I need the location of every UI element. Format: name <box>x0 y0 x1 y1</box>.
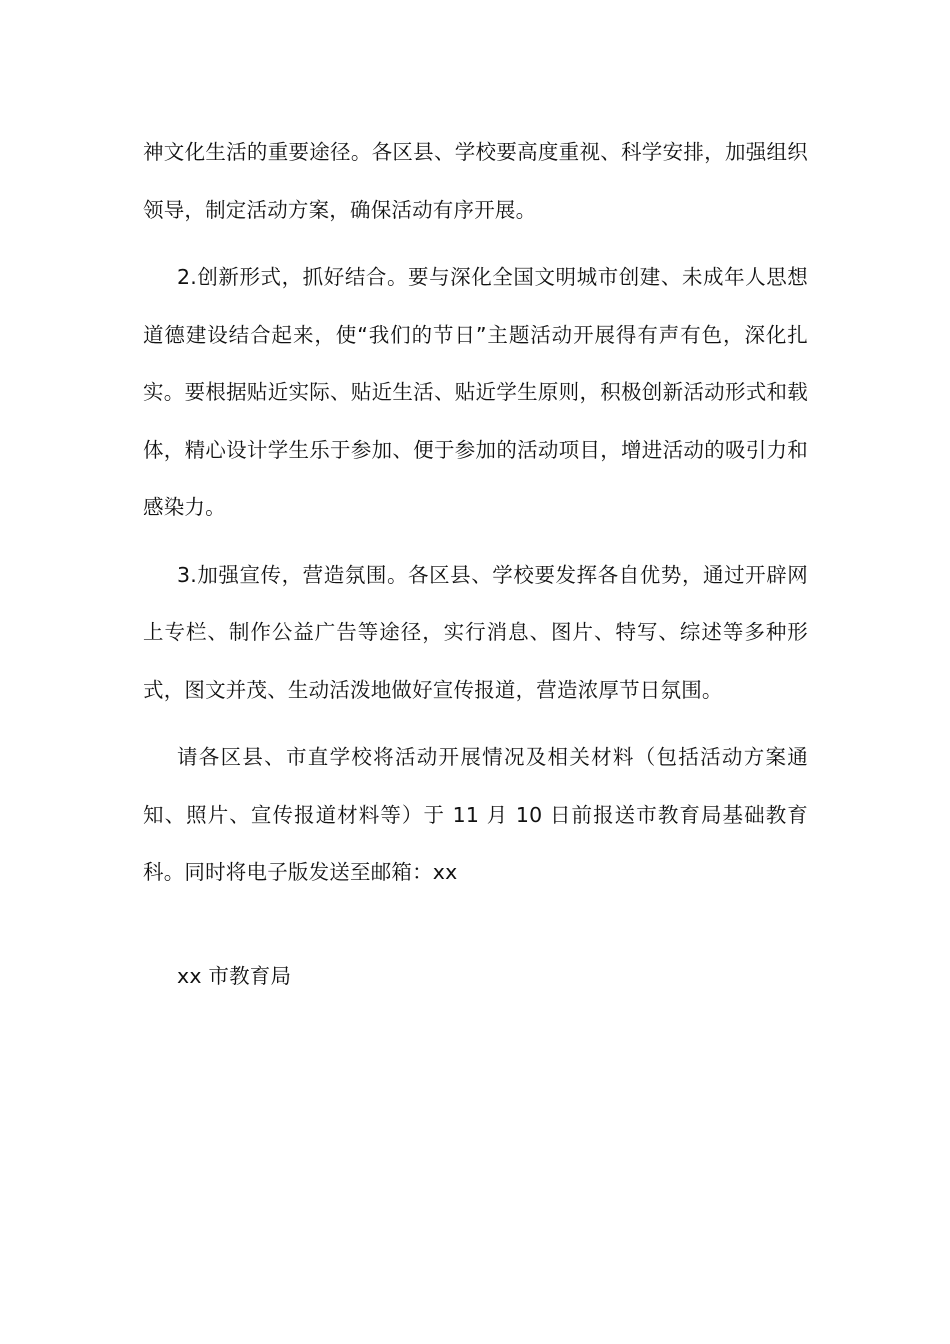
paragraph-continuation: 神文化生活的重要途径。各区县、学校要高度重视、科学安排，加强组织领导，制定活动方案，确保活动有序开展。 <box>143 140 808 222</box>
signature-issuer: xx 市教育局 <box>177 963 292 988</box>
document-body <box>143 124 808 1005</box>
paragraph-innovate-form: 2.创新形式，抓好结合。要与深化全国文明城市创建、未成年人思想道德建设结合起来，使“我们的节日”主题活动开展得有声有色，深化扎实。要根据贴近实际、贴近生活、贴近学生原则，积极创新活动形式和载体，精心设计学生乐于参加、便于参加的活动项目，增进活动的吸引力和感染力。 <box>143 265 808 519</box>
paragraph-publicity: 3.加强宣传，营造氛围。各区县、学校要发挥各自优势，通过开辟网上专栏、制作公益广告等途径，实行消息、图片、特写、综述等多种形式，图文并茂、生动活泼地做好宣传报道，营造浓厚节日氛围。 <box>143 562 808 702</box>
paragraph-submission-request: 请各区县、市直学校将活动开展情况及相关材料（包括活动方案通知、照片、宣传报道材料等）于 11 月 10 日前报送市教育局基础教育科。同时将电子版发送至邮箱：xx <box>143 745 808 884</box>
